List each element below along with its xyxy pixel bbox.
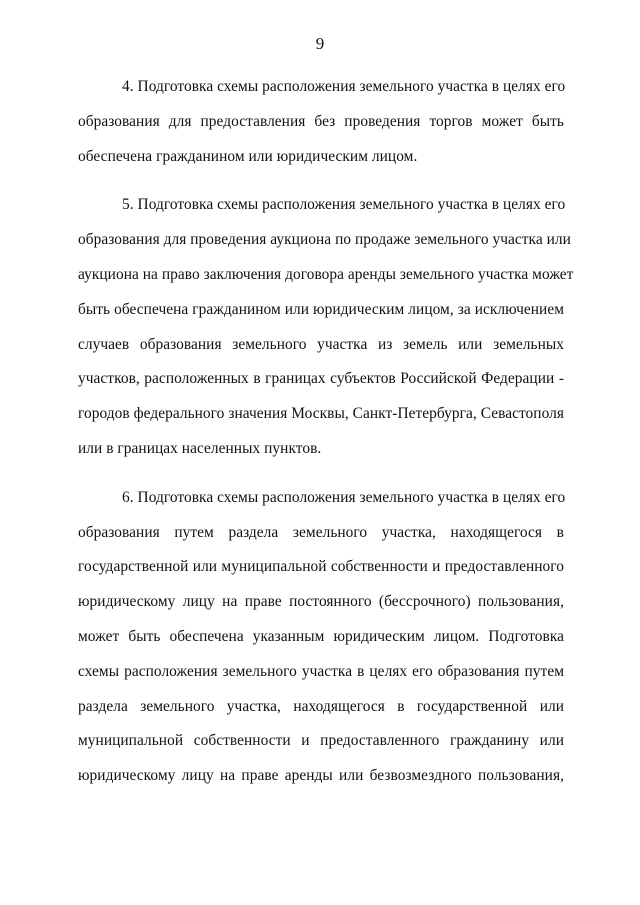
text-line: участков, расположенных в границах субъектов Российской Федерации - (78, 370, 564, 388)
text-line: раздела земельного участка, находящегося в государственной или (78, 697, 564, 715)
text-line: образования для предоставления без проведения торгов может быть (78, 112, 564, 130)
text-line: городов федерального значения Москвы, Санкт-Петербурга, Севастополя (78, 405, 564, 423)
text-line: образования путем раздела земельного участка, находящегося в (78, 523, 564, 541)
text-line: 6. Подготовка схемы расположения земельного участка в целях его (122, 488, 566, 506)
text-line: 5. Подготовка схемы расположения земельного участка в целях его (122, 196, 566, 214)
text-line: может быть обеспечена указанным юридическим лицом. Подготовка (78, 627, 564, 645)
text-line: муниципальной собственности и предоставленного гражданину или (78, 732, 564, 750)
text-line: юридическому лицу на праве аренды или безвозмездного пользования, (78, 767, 564, 785)
text-line: быть обеспечена гражданином или юридическим лицом, за исключением (78, 300, 564, 318)
paragraph-6 (78, 481, 564, 794)
text-line: обеспечена гражданином или юридическим лицом. (78, 147, 418, 165)
text-line: 4. Подготовка схемы расположения земельного участка в целях его (122, 78, 566, 95)
text-line: юридическому лицу на праве постоянного (бессрочного) пользования, (78, 593, 564, 611)
text-line: государственной или муниципальной собственности и предоставленного (78, 558, 564, 576)
text-line: случаев образования земельного участка из земель или земельных (78, 335, 564, 353)
document-body (78, 70, 574, 808)
text-line: схемы расположения земельного участка в целях его образования путем (78, 662, 564, 680)
page-number: 9 (315, 34, 325, 53)
text-line: аукциона на право заключения договора аренды земельного участка может (78, 265, 574, 283)
text-line: или в границах населенных пунктов. (78, 439, 322, 457)
paragraph-5 (78, 188, 574, 466)
paragraph-4 (78, 70, 564, 174)
text-line: образования для проведения аукциона по продаже земельного участка или (78, 231, 571, 249)
